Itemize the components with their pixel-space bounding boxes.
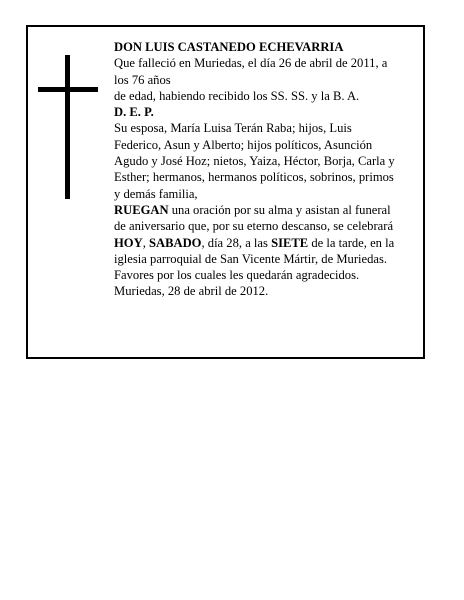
deceased-name: DON LUIS CASTANEDO ECHEVARRIA	[114, 40, 344, 54]
text-line: Esther; hermanos, hermanos políticos, sobrinos, primos	[114, 170, 394, 185]
obituary-notice-frame	[26, 25, 425, 359]
text-line: de aniversario que, por su eterno descanso, se celebrará	[114, 219, 394, 234]
text-line: Que falleció en Muriedas, el día 26 de abril de 2011, a	[114, 56, 388, 71]
cross-vertical-bar	[65, 55, 70, 199]
text-line: y demás familia,	[114, 186, 198, 201]
ceremony-time-line: HOY, SABADO, día 28, a las SIETE de la tarde, en la	[114, 235, 395, 250]
cross-horizontal-bar	[38, 87, 98, 92]
text-line: Federico, Asun y Alberto; hijos políticos, Asunción	[114, 137, 373, 152]
dep-heading: D. E. P.	[114, 105, 154, 120]
text-line: de edad, habiendo recibido los SS. SS. y la B. A.	[114, 88, 360, 103]
obituary-text	[114, 39, 422, 300]
text-line: los 76 años	[114, 72, 171, 87]
text-line: Agudo y José Hoz; nietos, Yaiza, Héctor, Borja, Carla y	[114, 154, 395, 169]
text-line: Favores por los cuales les quedarán agradecidos.	[114, 268, 360, 283]
ruegan-line: RUEGAN una oración por su alma y asistan al funeral	[114, 202, 391, 217]
ruegan-emphasis: RUEGAN	[114, 202, 169, 217]
text-line: iglesia parroquial de San Vicente Mártir, de Muriedas.	[114, 251, 388, 266]
date-line: Muriedas, 28 de abril de 2012.	[114, 284, 269, 299]
cross-icon	[38, 55, 98, 199]
text-line: Su esposa, María Luisa Terán Raba; hijos, Luis	[114, 121, 352, 136]
